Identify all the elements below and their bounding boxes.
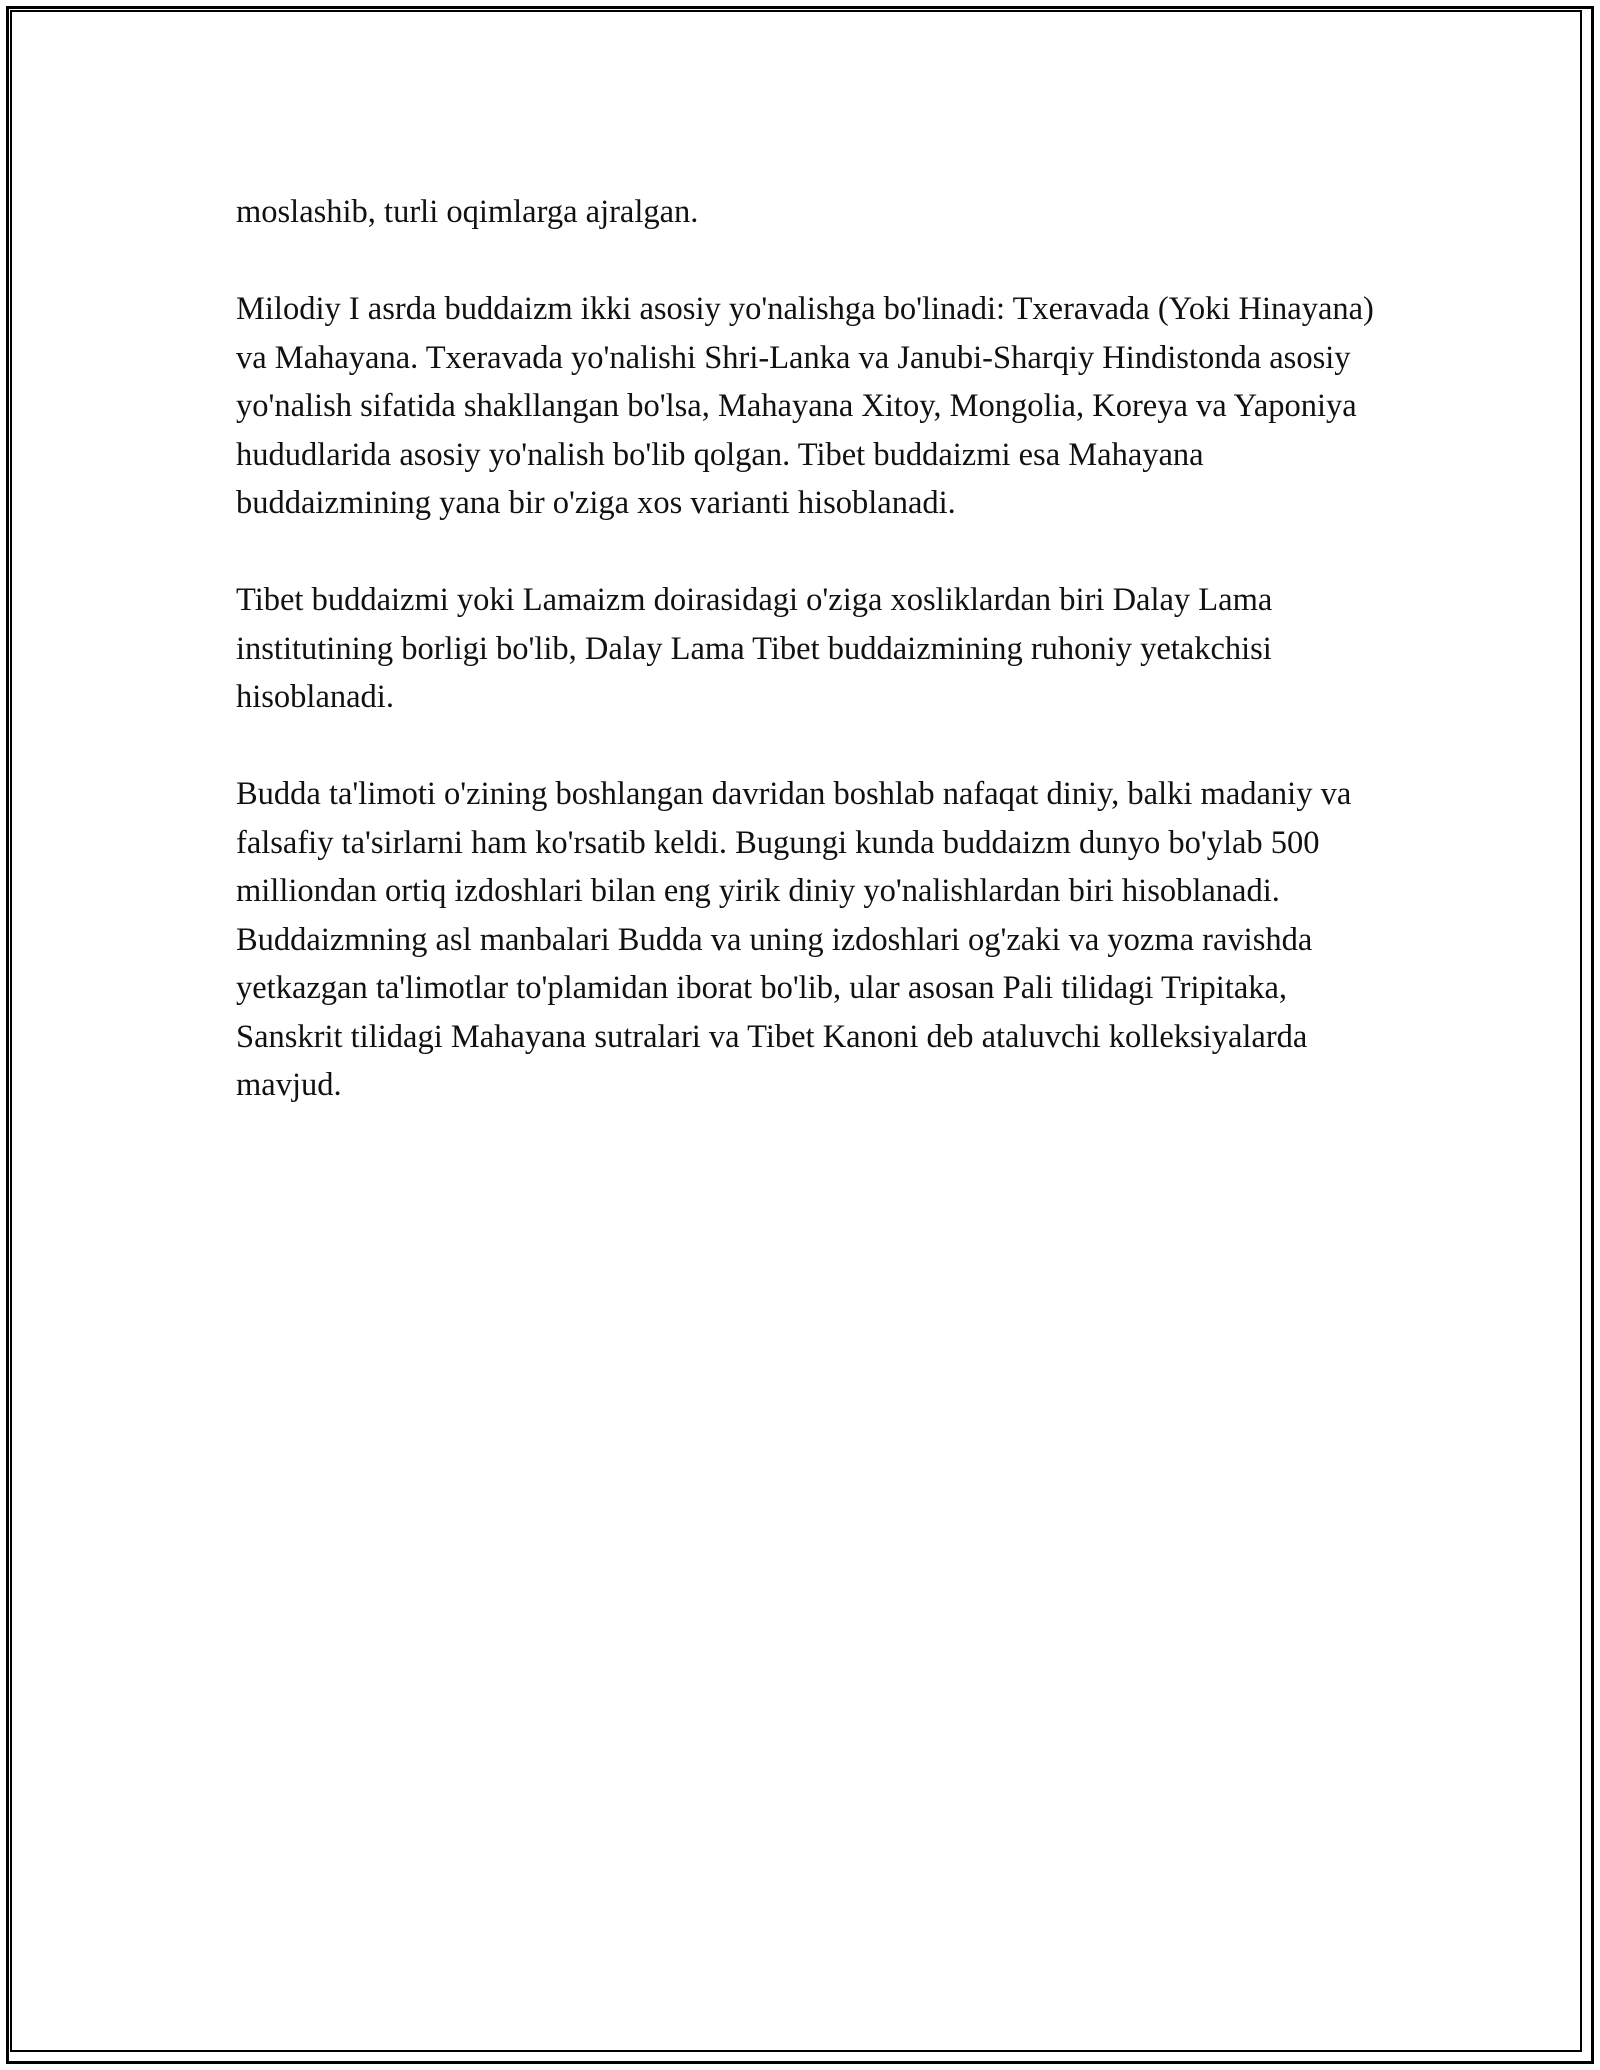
paragraph-branches: Milodiy I asrda buddaizm ikki asosiy yo'nalishga bo'linadi: Txeravada (Yoki Hinayana) va Mahayana. Txeravada yo'nalishi Shri-Lanka va Janubi-Sharqiy Hindistonda asosiy yo'nalish sifatida shakllangan bo'lsa, Mahayana Xitoy, Mongolia, Koreya va Yaponiya hududlarida asosiy yo'nalish bo'lib qolgan. Tibet buddaizmi esa Mahayana buddaizmining yana bir o'ziga xos varianti hisoblanadi. <box>236 291 1374 521</box>
paragraph-tibetan-buddhism: Tibet buddaizmi yoki Lamaizm doirasidagi o'ziga xosliklardan biri Dalay Lama institutining borligi bo'lib, Dalay Lama Tibet buddaizmining ruhoniy yetakchisi hisoblanadi. <box>236 582 1273 715</box>
document-body <box>236 188 1396 1158</box>
paragraph-teachings: Budda ta'limoti o'zining boshlangan davridan boshlab nafaqat diniy, balki madaniy va falsafiy ta'sirlarni ham ko'rsatib keldi. Bugungi kunda buddaizm dunyo bo'ylab 500 milliondan ortiq izdoshlari bilan eng yirik diniy yo'nalishlardan biri hisoblanadi. Buddaizmning asl manbalari Budda va uning izdoshlari og'zaki va yozma ravishda yetkazgan ta'limotlar to'plamidan iborat bo'lib, ular asosan Pali tilidagi Tripitaka, Sanskrit tilidagi Mahayana sutralari va Tibet Kanoni deb ataluvchi kolleksiyalarda mavjud. <box>236 776 1352 1103</box>
paragraph-continuation: moslashib, turli oqimlarga ajralgan. <box>236 194 699 230</box>
